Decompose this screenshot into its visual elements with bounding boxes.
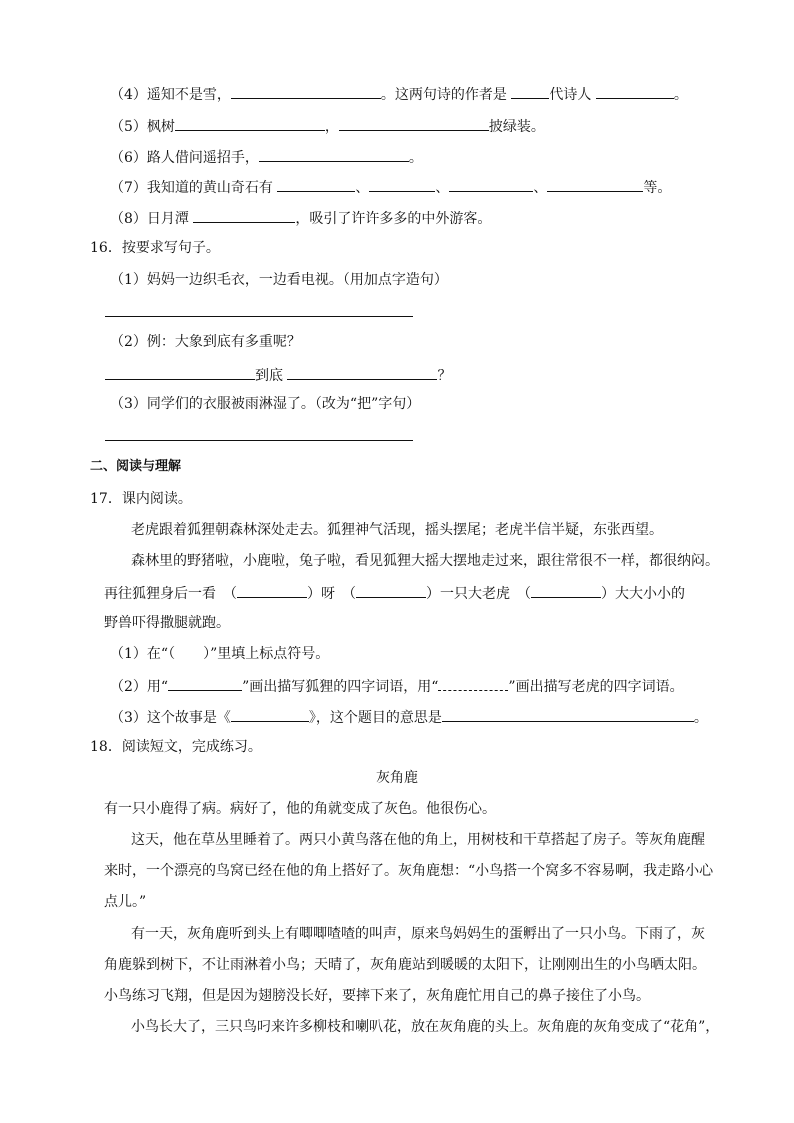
q17-paragraph-1: 老虎跟着狐狸朝森林深处走去。狐狸神气活现，摇头摆尾；老虎半信半疑，东张西望。 [131, 522, 663, 538]
answer-blank[interactable] [442, 707, 694, 722]
q17-paragraph-2: 森林里的野猪啦，小鹿啦，兔子啦，看见狐狸大摇大摆地走过来，跟往常很不一样，都很纳闷。 [131, 553, 719, 569]
q18-paragraph-3-line-3: 小鸟练习飞翔，但是因为翅膀没长好，要摔下来了，灰角鹿忙用自己的鼻子接住了小鸟。 [104, 988, 650, 1004]
q17-x3-b: 》，这个题目的意思是 [308, 710, 442, 726]
answer-blank[interactable] [356, 583, 426, 598]
q15-item-7 [110, 177, 671, 197]
q17-x3-c: 。 [693, 710, 708, 726]
q17-title: 17．课内阅读。 [90, 491, 192, 507]
answer-blank[interactable] [175, 116, 325, 131]
q17-x2-b: ”画出描写狐狸的四字词语，用“ [242, 679, 439, 695]
q17-x2-a: （2）用“ [110, 679, 169, 695]
q18-paragraph-1: 有一只小鹿得了病。病好了，他的角就变成了灰色。他很伤心。 [104, 801, 496, 817]
answer-blank[interactable] [277, 177, 355, 192]
q15-8-text-b: ，吸引了许许多多的中外游客。 [295, 211, 492, 227]
answer-blank[interactable] [596, 84, 674, 99]
q16-item-1: （1）妈妈一边织毛衣，一边看电视。（用加点字造句） [110, 272, 448, 288]
q15-5-text-b: ， [324, 119, 339, 135]
wavy-underline[interactable] [438, 676, 508, 691]
q17-exercise-2 [110, 676, 684, 696]
q18-paragraph-2-line-2: 来时，一个漂亮的鸟窝已经在他的角上搭好了。灰角鹿想：“小鸟搭一个窝多不容易啊，我走路小心 [104, 863, 714, 879]
q15-item-6 [110, 147, 423, 167]
answer-blank[interactable] [369, 177, 435, 192]
q15-item-4 [110, 84, 688, 104]
q15-item-5 [110, 116, 545, 136]
q15-7-text-a: （7）我知道的黄山奇石有 [110, 180, 273, 196]
q17-exercise-1: （1）在“（ ）”里填上标点符号。 [110, 646, 330, 662]
q17-p3-b: 呀 [321, 586, 335, 602]
separator: 、 [533, 180, 548, 196]
answer-blank[interactable] [231, 707, 309, 722]
section-heading: 二、阅读与理解 [90, 459, 182, 474]
q15-4-text-c: 代诗人 [549, 87, 592, 103]
q15-4-text-d: 。 [673, 87, 688, 103]
q17-p3-d: 大大小小的 [615, 586, 685, 602]
answer-blank[interactable] [287, 365, 437, 380]
separator: 、 [355, 180, 370, 196]
q15-4-text-b: 。这两句诗的作者是 [380, 87, 507, 103]
answer-blank[interactable] [547, 177, 643, 192]
q18-title: 18．阅读短文，完成练习。 [90, 739, 262, 755]
answer-blank[interactable] [449, 177, 533, 192]
q15-4-text-a: （4）遥知不是雪， [110, 87, 231, 103]
answer-blank[interactable] [168, 676, 242, 691]
q17-exercise-3 [110, 707, 708, 727]
answer-blank[interactable] [259, 147, 409, 162]
q18-paragraph-2-line-1: 这天，他在草丛里睡着了。两只小黄鸟落在他的角上，用树枝和干草搭起了房子。等灰角鹿醒 [131, 832, 705, 848]
q15-item-8 [110, 208, 491, 228]
q15-6-text-b: 。 [408, 150, 423, 166]
q15-5-text-c: 披绿装。 [488, 119, 545, 135]
q18-paragraph-4: 小鸟长大了，三只鸟叼来许多柳枝和喇叭花，放在灰角鹿的头上。灰角鹿的灰角变成了“花角”， [131, 1019, 720, 1035]
q15-6-text-a: （6）路人借问遥招手， [110, 150, 259, 166]
q15-5-text-a: （5）枫树 [110, 119, 175, 135]
answer-blank[interactable] [193, 208, 295, 223]
q16-item-2-answer [105, 365, 451, 385]
q17-p3-a: 再往狐狸身后一看 [104, 586, 216, 602]
q17-paragraph-4: 野兽吓得撒腿就跑。 [104, 615, 230, 631]
q17-x2-c: ”画出描写老虎的四字词语。 [508, 679, 684, 695]
separator: 、 [435, 180, 450, 196]
q15-8-text-a: （8）日月潭 [110, 211, 189, 227]
answer-blank[interactable] [531, 583, 601, 598]
answer-blank[interactable] [511, 84, 549, 99]
q16-item-2: （2）例：大象到底有多重呢？ [110, 334, 301, 350]
q17-x3-a: （3）这个故事是《 [110, 710, 231, 726]
q16-2-end: ？ [437, 368, 452, 384]
q16-item-3: （3）同学们的衣服被雨淋湿了。（改为“把”字句） [110, 396, 421, 412]
answer-blank[interactable] [339, 116, 489, 131]
q17-p3-c: 一只大老虎 [440, 586, 510, 602]
answer-blank[interactable] [231, 84, 381, 99]
q17-paragraph-3: 再往狐狸身后一看 （ ）呀 （ ）一只大老虎 （ ）大大小小的 [104, 583, 685, 603]
q15-7-end: 等。 [643, 180, 672, 196]
q18-paragraph-3-line-2: 角鹿躲到树下，不让雨淋着小鸟；天晴了，灰角鹿站到暖暖的太阳下，让刚刚出生的小鸟晒太阳。 [104, 957, 706, 973]
q16-2-mid: 到底 [255, 368, 283, 384]
answer-line[interactable] [105, 440, 413, 441]
answer-line[interactable] [105, 316, 413, 317]
q16-title: 16．按要求写句子。 [90, 240, 220, 256]
q18-paragraph-2-line-3: 点儿。” [104, 894, 147, 910]
answer-blank[interactable] [237, 583, 307, 598]
answer-blank[interactable] [105, 365, 255, 380]
story-title: 灰角鹿 [376, 770, 418, 786]
q18-paragraph-3-line-1: 有一天，灰角鹿听到头上有唧唧喳喳的叫声，原来鸟妈妈生的蛋孵出了一只小鸟。下雨了，灰 [131, 926, 705, 942]
